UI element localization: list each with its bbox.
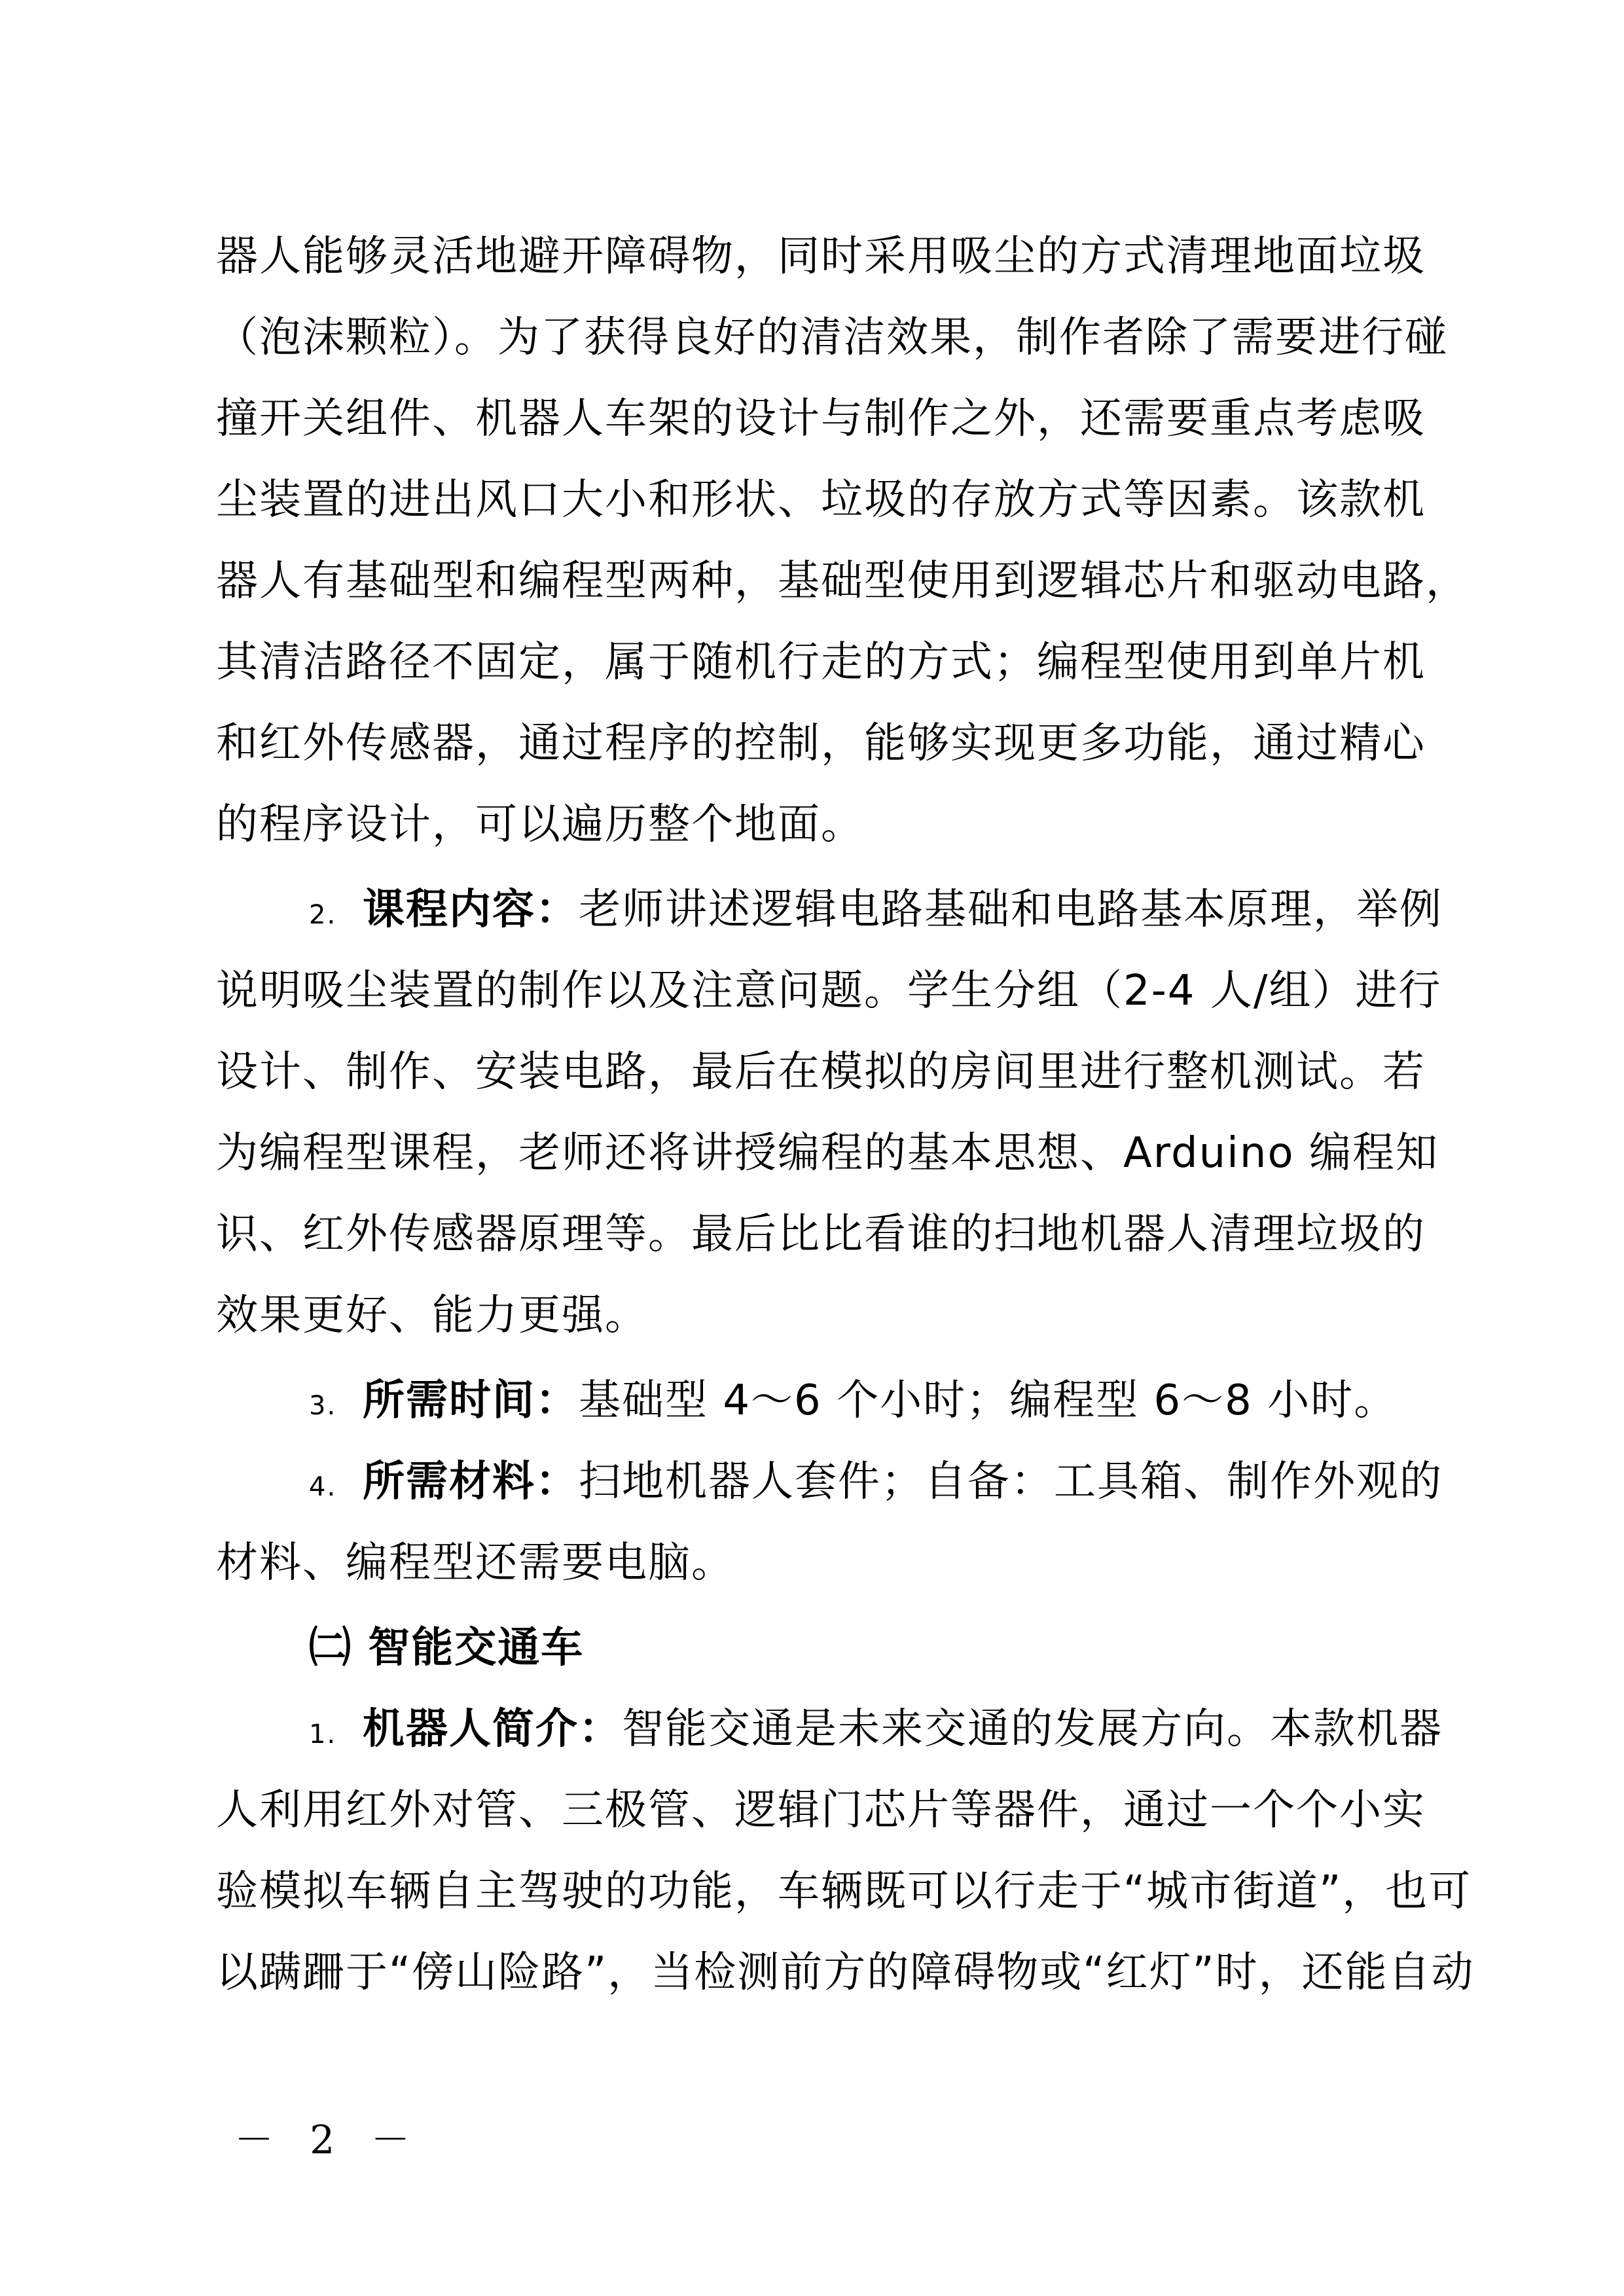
item-number: 2. — [309, 900, 337, 930]
item-label: 所需时间： — [363, 1376, 579, 1425]
text-line: 尘装置的进出风口大小和形状、垃圾的存放方式等因素。该款机 — [216, 476, 1426, 524]
section-title: 智能交通车 — [368, 1624, 585, 1672]
paragraph-robot-description-continued — [216, 216, 1469, 865]
text-line: 说明吸尘装置的制作以及注意问题。学生分组（2-4 人/组）进行 — [216, 967, 1442, 1015]
text-line: （泡沫颗粒）。为了获得良好的清洁效果，制作者除了需要进行碰 — [216, 314, 1448, 362]
text-line: 为编程型课程，老师还将讲授编程的基本思想、Arduino 编程知 — [216, 1129, 1439, 1177]
item-text: 智能交通是未来交通的发展方向。本款机器 — [622, 1705, 1443, 1753]
item-required-materials — [216, 1441, 1447, 1604]
text-line: 和红外传感器，通过程序的控制，能够实现更多功能，通过精心 — [216, 719, 1426, 768]
section-heading — [216, 1607, 1447, 1689]
text-line: 设计、制作、安装电路，最后在模拟的房间里进行整机测试。若 — [216, 1048, 1426, 1096]
page-number: － 2 － — [234, 2117, 422, 2163]
document-body — [216, 216, 1475, 2013]
text-line: 识、红外传感器原理等。最后比比看谁的扫地机器人清理垃圾的 — [216, 1210, 1426, 1259]
item-text: 基础型 4～6 个小时；编程型 6～8 小时。 — [579, 1376, 1398, 1425]
item-first-line — [216, 1360, 1447, 1441]
text-line: 的程序设计，可以遍历整个地面。 — [216, 800, 864, 849]
text-line: 器人能够灵活地避开障碍物，同时采用吸尘的方式清理地面垃圾 — [216, 232, 1426, 281]
item-number: 3. — [309, 1391, 337, 1421]
item-label: 所需材料： — [363, 1458, 579, 1506]
item-label: 机器人简介： — [363, 1705, 622, 1753]
section-heading-smart-traffic-car — [216, 1607, 1447, 1689]
item-text: 扫地机器人套件；自备：工具箱、制作外观的 — [579, 1458, 1443, 1506]
item-number: 4. — [309, 1472, 337, 1502]
text-line: 效果更好、能力更强。 — [216, 1291, 648, 1340]
item-label: 课程内容： — [363, 886, 579, 934]
text-line: 以蹒跚于“傍山险路”，当检测前方的障碍物或“红灯”时，还能自动 — [216, 1948, 1475, 1997]
section-number: ㈡ — [309, 1624, 352, 1672]
item-course-content — [216, 869, 1447, 1356]
text-line: 人利用红外对管、三极管、逻辑门芯片等器件，通过一个个小实 — [216, 1786, 1426, 1835]
text-line: 撞开关组件、机器人车架的设计与制作之外，还需要重点考虑吸 — [216, 395, 1426, 443]
item-first-line — [216, 869, 1447, 950]
text-line: 其清洁路径不固定，属于随机行走的方式；编程型使用到单片机 — [216, 638, 1426, 687]
item-text: 老师讲述逻辑电路基础和电路基本原理，举例 — [579, 886, 1443, 934]
text-line: 材料、编程型还需要电脑。 — [216, 1539, 734, 1587]
item-robot-intro — [216, 1689, 1475, 2013]
text-line: 验模拟车辆自主驾驶的功能，车辆既可以行走于“城市街道”，也可 — [216, 1867, 1472, 1916]
text-line: 器人有基础型和编程型两种，基础型使用到逻辑芯片和驱动电路， — [216, 557, 1469, 605]
item-first-line — [216, 1689, 1447, 1770]
item-first-line — [216, 1441, 1447, 1522]
item-number: 1. — [309, 1719, 337, 1749]
item-required-time — [216, 1360, 1447, 1441]
